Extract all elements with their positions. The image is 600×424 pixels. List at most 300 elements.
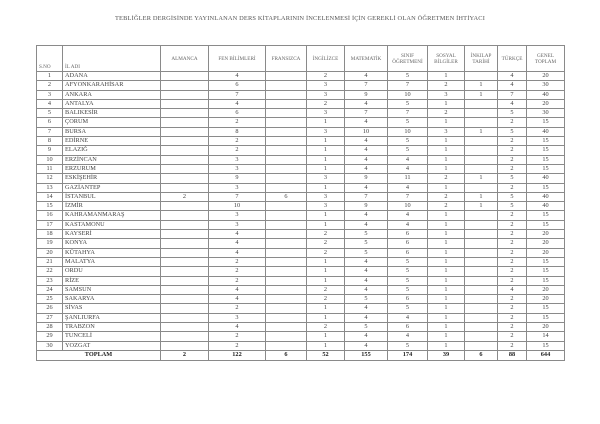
cell-ingilizce: 1 [307, 304, 345, 313]
total-sinif-ogretmeni: 174 [388, 350, 428, 360]
cell-matematik: 4 [345, 313, 388, 322]
cell-turkce: 7 [498, 90, 527, 99]
cell-almanca [161, 332, 209, 341]
cell-fen-bilimleri: 2 [209, 137, 266, 146]
cell-sinif-ogretmeni: 5 [388, 118, 428, 127]
cell-matematik: 4 [345, 220, 388, 229]
cell-sinif-ogretmeni: 5 [388, 146, 428, 155]
cell-fen-bilimleri: 2 [209, 146, 266, 155]
cell-matematik: 4 [345, 276, 388, 285]
cell-fransizca [266, 332, 307, 341]
cell-fen-bilimleri: 2 [209, 304, 266, 313]
cell-il-adi: ANTALYA [63, 99, 161, 108]
cell-genel-toplam: 15 [527, 341, 565, 350]
cell-matematik: 4 [345, 341, 388, 350]
cell-fen-bilimleri: 4 [209, 323, 266, 332]
cell-turkce: 2 [498, 295, 527, 304]
cell-genel-toplam: 30 [527, 109, 565, 118]
cell-ingilizce: 1 [307, 257, 345, 266]
table-row [37, 295, 565, 304]
cell-ingilizce: 1 [307, 155, 345, 164]
table-row [37, 127, 565, 136]
cell-sinif-ogretmeni: 6 [388, 323, 428, 332]
cell-matematik: 4 [345, 211, 388, 220]
table-row [37, 90, 565, 99]
cell-sinif-ogretmeni: 4 [388, 183, 428, 192]
cell-ingilizce: 1 [307, 164, 345, 173]
cell-fransizca: 6 [266, 192, 307, 201]
cell-turkce: 2 [498, 137, 527, 146]
total-almanca: 2 [161, 350, 209, 360]
cell-fransizca [266, 257, 307, 266]
cell-sno: 27 [37, 313, 63, 322]
cell-inkilap-tarihi [465, 230, 498, 239]
cell-matematik: 4 [345, 99, 388, 108]
cell-inkilap-tarihi [465, 323, 498, 332]
cell-matematik: 5 [345, 295, 388, 304]
cell-matematik: 9 [345, 90, 388, 99]
cell-genel-toplam: 20 [527, 285, 565, 294]
cell-inkilap-tarihi: 1 [465, 81, 498, 90]
cell-sinif-ogretmeni: 5 [388, 276, 428, 285]
cell-il-adi: SAKARYA [63, 295, 161, 304]
cell-almanca [161, 295, 209, 304]
cell-sinif-ogretmeni: 6 [388, 248, 428, 257]
cell-ingilizce: 2 [307, 248, 345, 257]
cell-inkilap-tarihi [465, 99, 498, 108]
cell-almanca [161, 183, 209, 192]
cell-fransizca [266, 313, 307, 322]
cell-il-adi: KASTAMONU [63, 220, 161, 229]
cell-matematik: 7 [345, 81, 388, 90]
cell-il-adi: ESKİŞEHİR [63, 174, 161, 183]
cell-sinif-ogretmeni: 6 [388, 239, 428, 248]
cell-il-adi: İZMİR [63, 202, 161, 211]
cell-inkilap-tarihi: 1 [465, 127, 498, 136]
cell-il-adi: KÜTAHYA [63, 248, 161, 257]
cell-fransizca [266, 267, 307, 276]
cell-genel-toplam: 40 [527, 192, 565, 201]
cell-fen-bilimleri: 4 [209, 99, 266, 108]
cell-fen-bilimleri: 2 [209, 267, 266, 276]
cell-fransizca [266, 248, 307, 257]
cell-genel-toplam: 20 [527, 248, 565, 257]
cell-turkce: 2 [498, 230, 527, 239]
cell-almanca [161, 164, 209, 173]
cell-ingilizce: 2 [307, 323, 345, 332]
cell-turkce: 2 [498, 211, 527, 220]
cell-ingilizce: 1 [307, 276, 345, 285]
cell-fen-bilimleri: 10 [209, 202, 266, 211]
cell-fen-bilimleri: 2 [209, 341, 266, 350]
cell-il-adi: SAMSUN [63, 285, 161, 294]
cell-sosyal-bilgiler: 1 [428, 220, 465, 229]
cell-il-adi: KAHRAMANMARAŞ [63, 211, 161, 220]
table-row [37, 202, 565, 211]
cell-turkce: 2 [498, 239, 527, 248]
cell-turkce: 4 [498, 81, 527, 90]
cell-ingilizce: 1 [307, 146, 345, 155]
table-row [37, 137, 565, 146]
cell-genel-toplam: 15 [527, 313, 565, 322]
cell-il-adi: KONYA [63, 239, 161, 248]
table-row [37, 155, 565, 164]
cell-il-adi: ADANA [63, 72, 161, 81]
cell-sno: 10 [37, 155, 63, 164]
cell-fransizca [266, 164, 307, 173]
cell-sosyal-bilgiler: 1 [428, 230, 465, 239]
cell-inkilap-tarihi [465, 332, 498, 341]
cell-fransizca [266, 323, 307, 332]
cell-sosyal-bilgiler: 1 [428, 332, 465, 341]
cell-ingilizce: 2 [307, 99, 345, 108]
cell-fen-bilimleri: 4 [209, 295, 266, 304]
cell-fransizca [266, 211, 307, 220]
table-row [37, 313, 565, 322]
table-header-row [37, 46, 565, 72]
cell-matematik: 4 [345, 146, 388, 155]
cell-turkce: 2 [498, 341, 527, 350]
table-row [37, 211, 565, 220]
cell-il-adi: İSTANBUL [63, 192, 161, 201]
cell-sosyal-bilgiler: 1 [428, 72, 465, 81]
cell-fransizca [266, 285, 307, 294]
cell-sosyal-bilgiler: 2 [428, 109, 465, 118]
cell-sno: 20 [37, 248, 63, 257]
cell-genel-toplam: 15 [527, 146, 565, 155]
cell-turkce: 5 [498, 127, 527, 136]
cell-ingilizce: 2 [307, 285, 345, 294]
cell-il-adi: ERZİNCAN [63, 155, 161, 164]
cell-ingilizce: 1 [307, 313, 345, 322]
cell-genel-toplam: 15 [527, 155, 565, 164]
cell-turkce: 5 [498, 192, 527, 201]
cell-sno: 1 [37, 72, 63, 81]
cell-genel-toplam: 15 [527, 257, 565, 266]
cell-il-adi: TRABZON [63, 323, 161, 332]
cell-genel-toplam: 15 [527, 220, 565, 229]
cell-turkce: 2 [498, 267, 527, 276]
cell-sno: 18 [37, 230, 63, 239]
cell-fen-bilimleri: 6 [209, 81, 266, 90]
cell-matematik: 10 [345, 127, 388, 136]
cell-genel-toplam: 15 [527, 304, 565, 313]
cell-fransizca [266, 155, 307, 164]
cell-fen-bilimleri: 2 [209, 257, 266, 266]
table-row [37, 183, 565, 192]
cell-sinif-ogretmeni: 5 [388, 137, 428, 146]
table-row [37, 341, 565, 350]
cell-sno: 15 [37, 202, 63, 211]
cell-almanca [161, 174, 209, 183]
cell-il-adi: SİVAS [63, 304, 161, 313]
cell-fen-bilimleri: 3 [209, 183, 266, 192]
cell-ingilizce: 1 [307, 341, 345, 350]
cell-sno: 5 [37, 109, 63, 118]
cell-sinif-ogretmeni: 5 [388, 304, 428, 313]
cell-almanca [161, 276, 209, 285]
col-header-il-adi: İL ADI [63, 46, 161, 72]
cell-sinif-ogretmeni: 11 [388, 174, 428, 183]
table-row [37, 304, 565, 313]
table-row [37, 192, 565, 201]
cell-inkilap-tarihi [465, 276, 498, 285]
table-row [37, 99, 565, 108]
cell-fen-bilimleri: 3 [209, 211, 266, 220]
cell-ingilizce: 1 [307, 220, 345, 229]
cell-ingilizce: 3 [307, 192, 345, 201]
cell-inkilap-tarihi [465, 341, 498, 350]
cell-sno: 24 [37, 285, 63, 294]
table-row [37, 72, 565, 81]
cell-turkce: 2 [498, 146, 527, 155]
cell-sinif-ogretmeni: 10 [388, 90, 428, 99]
cell-sno: 7 [37, 127, 63, 136]
cell-matematik: 9 [345, 202, 388, 211]
cell-genel-toplam: 15 [527, 183, 565, 192]
table-row [37, 81, 565, 90]
cell-almanca [161, 304, 209, 313]
cell-almanca [161, 257, 209, 266]
cell-genel-toplam: 40 [527, 90, 565, 99]
cell-sinif-ogretmeni: 4 [388, 211, 428, 220]
cell-sinif-ogretmeni: 6 [388, 230, 428, 239]
cell-almanca [161, 285, 209, 294]
cell-il-adi: TUNCELİ [63, 332, 161, 341]
cell-almanca [161, 341, 209, 350]
total-label: TOPLAM [37, 350, 161, 360]
cell-matematik: 4 [345, 257, 388, 266]
cell-inkilap-tarihi [465, 137, 498, 146]
cell-genel-toplam: 20 [527, 72, 565, 81]
cell-il-adi: BURSA [63, 127, 161, 136]
cell-turkce: 2 [498, 118, 527, 127]
cell-almanca [161, 81, 209, 90]
cell-sosyal-bilgiler: 2 [428, 202, 465, 211]
cell-ingilizce: 3 [307, 90, 345, 99]
cell-sno: 12 [37, 174, 63, 183]
cell-turkce: 4 [498, 72, 527, 81]
col-header-ingilizce: İNGİLİZCE [307, 46, 345, 72]
cell-genel-toplam: 20 [527, 323, 565, 332]
cell-sinif-ogretmeni: 7 [388, 81, 428, 90]
cell-fen-bilimleri: 3 [209, 164, 266, 173]
cell-il-adi: EDİRNE [63, 137, 161, 146]
cell-sno: 22 [37, 267, 63, 276]
cell-sinif-ogretmeni: 4 [388, 155, 428, 164]
col-header-almanca: ALMANCA [161, 46, 209, 72]
cell-sinif-ogretmeni: 5 [388, 267, 428, 276]
cell-sno: 9 [37, 146, 63, 155]
teacher-needs-table [36, 45, 565, 361]
cell-fransizca [266, 174, 307, 183]
cell-genel-toplam: 15 [527, 276, 565, 285]
col-header-sosyal-bilgiler: SOSYAL BİLGİLER [428, 46, 465, 72]
cell-genel-toplam: 20 [527, 239, 565, 248]
col-header-genel-toplam: GENEL TOPLAM [527, 46, 565, 72]
cell-sno: 19 [37, 239, 63, 248]
cell-genel-toplam: 30 [527, 81, 565, 90]
cell-sosyal-bilgiler: 1 [428, 146, 465, 155]
cell-genel-toplam: 40 [527, 127, 565, 136]
cell-sno: 2 [37, 81, 63, 90]
cell-matematik: 5 [345, 323, 388, 332]
cell-sno: 26 [37, 304, 63, 313]
cell-il-adi: ORDU [63, 267, 161, 276]
cell-sosyal-bilgiler: 2 [428, 192, 465, 201]
cell-matematik: 9 [345, 174, 388, 183]
cell-sinif-ogretmeni: 7 [388, 192, 428, 201]
total-row [37, 350, 565, 360]
cell-ingilizce: 2 [307, 230, 345, 239]
cell-inkilap-tarihi [465, 146, 498, 155]
cell-genel-toplam: 20 [527, 295, 565, 304]
cell-inkilap-tarihi: 1 [465, 192, 498, 201]
cell-inkilap-tarihi [465, 183, 498, 192]
cell-sinif-ogretmeni: 4 [388, 332, 428, 341]
cell-sno: 8 [37, 137, 63, 146]
cell-fransizca [266, 276, 307, 285]
cell-genel-toplam: 15 [527, 118, 565, 127]
total-ingilizce: 52 [307, 350, 345, 360]
cell-almanca [161, 90, 209, 99]
cell-inkilap-tarihi [465, 257, 498, 266]
cell-sosyal-bilgiler: 1 [428, 341, 465, 350]
cell-inkilap-tarihi: 1 [465, 90, 498, 99]
table-row [37, 220, 565, 229]
cell-turkce: 2 [498, 248, 527, 257]
cell-fen-bilimleri: 4 [209, 248, 266, 257]
cell-ingilizce: 2 [307, 72, 345, 81]
cell-fransizca [266, 202, 307, 211]
cell-matematik: 4 [345, 164, 388, 173]
cell-il-adi: ELAZIĞ [63, 146, 161, 155]
col-header-fransizca: FRANSIZCA [266, 46, 307, 72]
table-row [37, 276, 565, 285]
cell-sno: 13 [37, 183, 63, 192]
cell-sinif-ogretmeni: 5 [388, 72, 428, 81]
cell-fransizca [266, 304, 307, 313]
cell-il-adi: KAYSERİ [63, 230, 161, 239]
cell-matematik: 5 [345, 239, 388, 248]
cell-inkilap-tarihi [465, 285, 498, 294]
col-header-matematik: MATEMATİK [345, 46, 388, 72]
cell-fransizca [266, 341, 307, 350]
cell-fen-bilimleri: 2 [209, 118, 266, 127]
cell-genel-toplam: 15 [527, 137, 565, 146]
cell-il-adi: ŞANLIURFA [63, 313, 161, 322]
cell-sosyal-bilgiler: 1 [428, 276, 465, 285]
cell-matematik: 4 [345, 155, 388, 164]
cell-turkce: 4 [498, 285, 527, 294]
cell-inkilap-tarihi [465, 304, 498, 313]
cell-almanca [161, 220, 209, 229]
cell-sosyal-bilgiler: 1 [428, 323, 465, 332]
cell-matematik: 7 [345, 109, 388, 118]
cell-sinif-ogretmeni: 5 [388, 99, 428, 108]
cell-fen-bilimleri: 9 [209, 174, 266, 183]
cell-sosyal-bilgiler: 2 [428, 174, 465, 183]
cell-inkilap-tarihi [465, 220, 498, 229]
table-row [37, 248, 565, 257]
cell-genel-toplam: 15 [527, 211, 565, 220]
cell-almanca [161, 127, 209, 136]
cell-sosyal-bilgiler: 1 [428, 285, 465, 294]
cell-ingilizce: 1 [307, 183, 345, 192]
cell-almanca [161, 72, 209, 81]
cell-fen-bilimleri: 4 [209, 239, 266, 248]
cell-il-adi: ÇORUM [63, 118, 161, 127]
cell-inkilap-tarihi: 1 [465, 202, 498, 211]
cell-genel-toplam: 15 [527, 164, 565, 173]
cell-fransizca [266, 183, 307, 192]
col-header-inkilap-tarihi: İNKILAP TARİHİ [465, 46, 498, 72]
cell-inkilap-tarihi [465, 267, 498, 276]
cell-almanca [161, 248, 209, 257]
cell-sinif-ogretmeni: 4 [388, 313, 428, 322]
table-row [37, 239, 565, 248]
table-row [37, 257, 565, 266]
cell-turkce: 4 [498, 99, 527, 108]
table-row [37, 164, 565, 173]
col-header-sinif-ogretmeni: SINIF ÖĞRETMENİ [388, 46, 428, 72]
cell-fen-bilimleri: 4 [209, 285, 266, 294]
cell-ingilizce: 2 [307, 239, 345, 248]
document-title: TEBLİĞLER DERGİSİNDE YAYINLANAN DERS KİTAPLARININ İNCELENMESİ İÇİN GEREKLİ OLAN ÖĞRETMEN İHTİYACI [115, 15, 485, 22]
cell-sno: 6 [37, 118, 63, 127]
cell-il-adi: ERZURUM [63, 164, 161, 173]
cell-il-adi: RİZE [63, 276, 161, 285]
cell-sno: 14 [37, 192, 63, 201]
cell-sosyal-bilgiler: 1 [428, 257, 465, 266]
cell-fransizca [266, 295, 307, 304]
cell-fransizca [266, 146, 307, 155]
cell-sno: 21 [37, 257, 63, 266]
table-row [37, 267, 565, 276]
cell-fransizca [266, 81, 307, 90]
cell-sosyal-bilgiler: 1 [428, 304, 465, 313]
cell-inkilap-tarihi [465, 211, 498, 220]
cell-sosyal-bilgiler: 1 [428, 99, 465, 108]
cell-almanca [161, 137, 209, 146]
cell-fransizca [266, 230, 307, 239]
col-header-turkce: TÜRKÇE [498, 46, 527, 72]
cell-genel-toplam: 20 [527, 99, 565, 108]
cell-turkce: 2 [498, 257, 527, 266]
cell-fransizca [266, 220, 307, 229]
cell-inkilap-tarihi [465, 239, 498, 248]
table-row [37, 174, 565, 183]
cell-fen-bilimleri: 4 [209, 230, 266, 239]
cell-inkilap-tarihi [465, 118, 498, 127]
table-row [37, 146, 565, 155]
cell-sno: 11 [37, 164, 63, 173]
cell-turkce: 2 [498, 313, 527, 322]
col-header-sno: S.NO [37, 46, 63, 72]
cell-turkce: 2 [498, 304, 527, 313]
cell-fen-bilimleri: 2 [209, 276, 266, 285]
cell-sosyal-bilgiler: 2 [428, 81, 465, 90]
cell-fen-bilimleri: 3 [209, 220, 266, 229]
cell-matematik: 4 [345, 332, 388, 341]
cell-sinif-ogretmeni: 5 [388, 257, 428, 266]
cell-il-adi: YOZGAT [63, 341, 161, 350]
cell-sosyal-bilgiler: 1 [428, 137, 465, 146]
cell-almanca [161, 239, 209, 248]
cell-il-adi: MALATYA [63, 257, 161, 266]
cell-almanca [161, 118, 209, 127]
cell-matematik: 5 [345, 230, 388, 239]
